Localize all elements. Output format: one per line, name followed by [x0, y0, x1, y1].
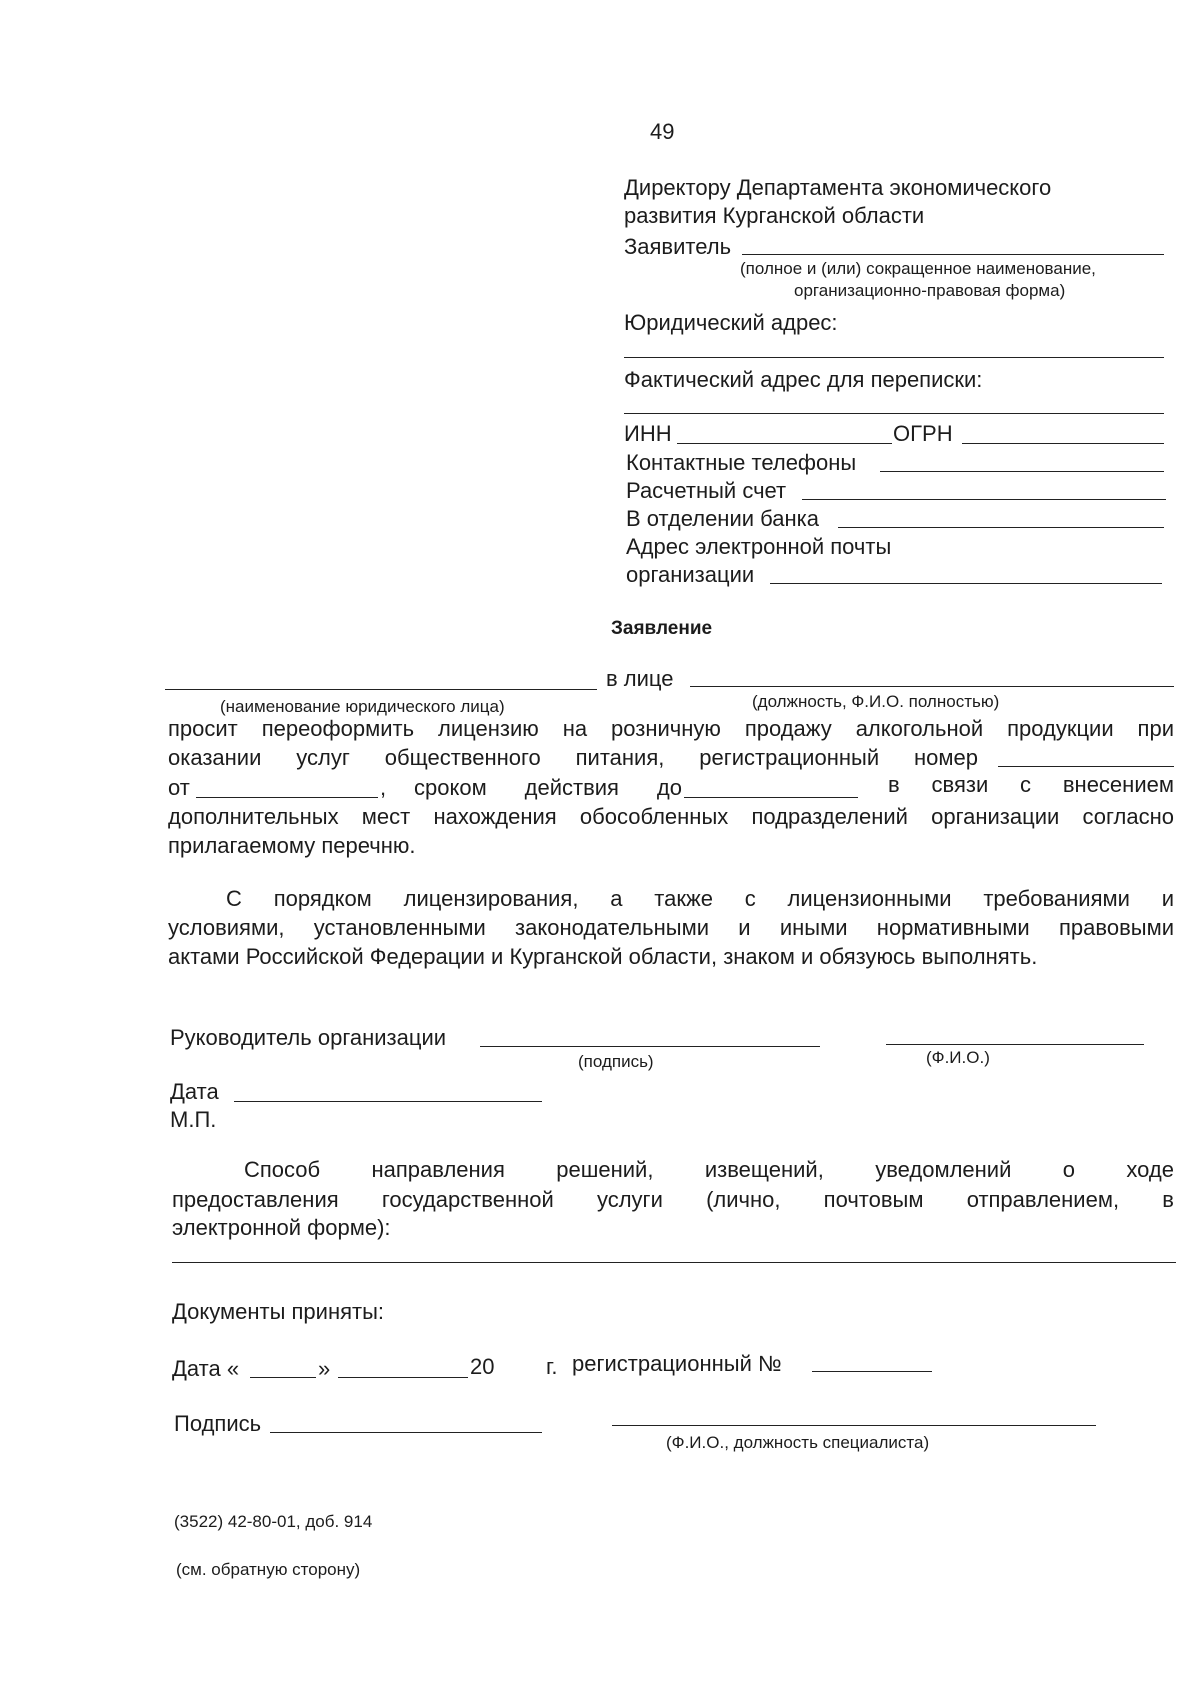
- applicant-field[interactable]: [742, 254, 1164, 255]
- legal-entity-field[interactable]: [165, 689, 597, 690]
- validity-words: [414, 774, 682, 802]
- word: связи: [931, 772, 989, 797]
- specialist-hint: (Ф.И.О., должность специалиста): [666, 1433, 930, 1452]
- legal-address-label: Юридический адрес:: [624, 310, 838, 335]
- email-label-1: Адрес электронной почты: [626, 534, 892, 559]
- year-prefix: 20: [470, 1354, 495, 1379]
- phones-label: Контактные телефоны: [626, 450, 857, 475]
- account-field[interactable]: [802, 499, 1166, 500]
- legal-entity-hint: (наименование юридического лица): [220, 697, 505, 716]
- head-label: Руководитель организации: [170, 1025, 447, 1050]
- documents-accepted-label: Документы приняты:: [172, 1299, 385, 1324]
- word: сроком: [414, 775, 487, 800]
- word: услуг: [296, 745, 350, 770]
- addressee-line-1: Директору Департамента экономического: [624, 175, 1052, 200]
- word: до: [656, 775, 682, 800]
- comma: ,: [380, 775, 387, 800]
- accept-registration-field[interactable]: [812, 1371, 932, 1372]
- actual-address-field[interactable]: [624, 413, 1164, 414]
- word: Способ: [244, 1157, 321, 1182]
- word: регистрационный: [699, 745, 880, 770]
- word: извещений,: [704, 1157, 824, 1182]
- delivery-line-3: электронной форме):: [172, 1215, 391, 1240]
- document-title: Заявление: [611, 618, 713, 639]
- position-hint: (должность, Ф.И.О. полностью): [752, 692, 1000, 711]
- accept-signature-field[interactable]: [270, 1432, 542, 1433]
- paragraph-1-line-5: прилагаемому перечню.: [168, 833, 416, 858]
- accept-day-field[interactable]: [250, 1377, 316, 1378]
- accept-date-label: Дата «: [172, 1356, 240, 1381]
- word: направления: [371, 1157, 505, 1182]
- word: отправлением,: [966, 1187, 1120, 1212]
- addressee-line-2: развития Курганской области: [624, 203, 925, 228]
- word: (лично,: [706, 1187, 781, 1212]
- reason-words: [888, 771, 1174, 799]
- bank-label: В отделении банка: [626, 506, 819, 531]
- date-field[interactable]: [234, 1101, 542, 1102]
- account-label: Расчетный счет: [626, 478, 787, 503]
- legal-address-field[interactable]: [624, 357, 1164, 358]
- license-from-date-field[interactable]: [196, 797, 378, 798]
- word: в: [1162, 1187, 1174, 1212]
- registration-label: регистрационный №: [572, 1351, 782, 1376]
- word: услуги: [596, 1187, 663, 1212]
- word: ходе: [1126, 1157, 1174, 1182]
- word: предоставления: [172, 1187, 339, 1212]
- paragraph-1-line-1: просит переоформить лицензию на розничную продажу алкогольной продукции при: [168, 716, 1174, 741]
- paragraph-1-line-2: [168, 744, 978, 772]
- head-fio-field[interactable]: [886, 1044, 1144, 1045]
- word: в: [888, 772, 900, 797]
- inn-field[interactable]: [677, 443, 892, 444]
- inn-label: ИНН: [624, 421, 672, 446]
- reverse-side-note: (см. обратную сторону): [176, 1560, 361, 1579]
- word: с: [1020, 772, 1032, 797]
- applicant-hint-2: организационно-правовая форма): [794, 281, 1066, 300]
- accept-month-field[interactable]: [338, 1377, 468, 1378]
- ogrn-label: ОГРН: [893, 421, 953, 446]
- registration-number-field[interactable]: [998, 766, 1174, 767]
- actual-address-label: Фактический адрес для переписки:: [624, 367, 983, 392]
- stamp-label: М.П.: [170, 1107, 217, 1132]
- paragraph-1-line-4: дополнительных мест нахождения обособленных подразделений организации согласно: [168, 804, 1174, 829]
- fio-hint: (Ф.И.О.): [926, 1048, 990, 1067]
- delivery-method-field[interactable]: [172, 1262, 1176, 1263]
- word: государственной: [381, 1187, 554, 1212]
- word: уведомлений: [875, 1157, 1012, 1182]
- word: оказании: [168, 745, 262, 770]
- specialist-field[interactable]: [612, 1425, 1096, 1426]
- license-until-date-field[interactable]: [684, 797, 858, 798]
- date-label: Дата: [170, 1079, 219, 1104]
- word: общественного: [384, 745, 541, 770]
- contact-phone: (3522) 42-80-01, доб. 914: [174, 1512, 373, 1531]
- phones-field[interactable]: [880, 471, 1164, 472]
- ogrn-field[interactable]: [962, 443, 1164, 444]
- delivery-line-2: [172, 1186, 1174, 1214]
- quote-close: »: [318, 1356, 331, 1381]
- email-label-2: организации: [626, 562, 755, 587]
- applicant-label: Заявитель: [624, 234, 732, 259]
- word: внесением: [1062, 772, 1174, 797]
- word: о: [1062, 1157, 1076, 1182]
- signature-hint: (подпись): [578, 1052, 654, 1071]
- representative-field[interactable]: [690, 686, 1174, 687]
- head-signature-field[interactable]: [480, 1046, 820, 1047]
- delivery-line-1: [244, 1156, 1174, 1184]
- word: решений,: [556, 1157, 654, 1182]
- bank-field[interactable]: [838, 527, 1164, 528]
- accept-signature-label: Подпись: [174, 1411, 262, 1436]
- paragraph-2-line-3: актами Российской Федерации и Курганской области, знаком и обязуюсь выполнять.: [168, 944, 1038, 969]
- email-field[interactable]: [770, 583, 1162, 584]
- in-person-label: в лице: [606, 666, 674, 691]
- word: номер: [913, 745, 978, 770]
- year-suffix: г.: [546, 1354, 558, 1379]
- paragraph-2-line-1: С порядком лицензирования, а также с лицензионными требованиями и: [226, 886, 1174, 911]
- from-label: от: [168, 775, 190, 800]
- applicant-hint-1: (полное и (или) сокращенное наименование,: [740, 259, 1096, 278]
- word: почтовым: [823, 1187, 924, 1212]
- paragraph-2-line-2: условиями, установленными законодательными и иными нормативными правовыми: [168, 915, 1174, 940]
- word: питания,: [575, 745, 665, 770]
- word: действия: [524, 775, 619, 800]
- page-number: 49: [650, 119, 675, 144]
